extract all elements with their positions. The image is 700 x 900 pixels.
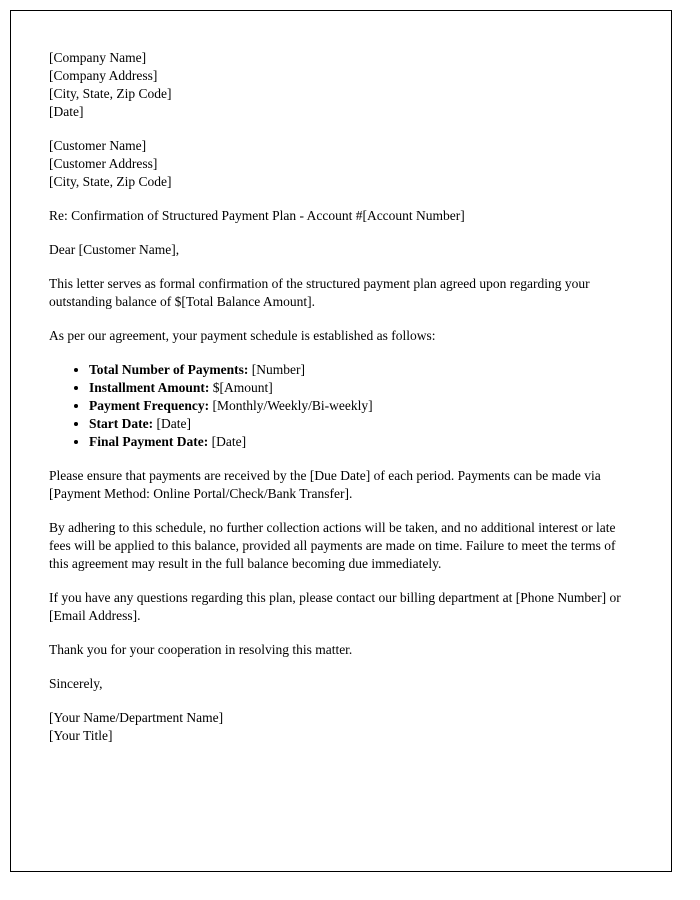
- salutation: Dear [Customer Name],: [49, 242, 180, 257]
- recipient-name: [Customer Name]: [49, 138, 147, 153]
- sender-city-state-zip: [City, State, Zip Code]: [49, 86, 172, 101]
- bullet-label: Installment Amount:: [89, 380, 210, 395]
- list-item-payment-frequency: [89, 397, 629, 415]
- list-item-total-payments: [89, 361, 629, 379]
- recipient-block: [49, 137, 629, 191]
- list-item-installment-amount: [89, 379, 629, 397]
- subject-line: Re: Confirmation of Structured Payment Plan - Account #[Account Number]: [49, 208, 465, 223]
- signature-title: [Your Title]: [49, 728, 113, 743]
- letter-date: [Date]: [49, 104, 84, 119]
- paragraph-terms: By adhering to this schedule, no further collection actions will be taken, and no additional interest or late fees will be applied to this balance, provided all payments are made on time. Failure to meet the terms of this agreement may result in the full balance becoming due immediately.: [49, 520, 616, 571]
- sender-company-address: [Company Address]: [49, 68, 158, 83]
- bullet-value: $[Amount]: [209, 380, 273, 395]
- paragraph-contact: If you have any questions regarding this plan, please contact our billing department at [Phone Number] or [Email Address].: [49, 590, 621, 623]
- closing: Sincerely,: [49, 676, 103, 691]
- paragraph-confirmation: This letter serves as formal confirmation of the structured payment plan agreed upon regarding your outstanding balance of $[Total Balance Amount].: [49, 276, 590, 309]
- list-item-final-payment-date: [89, 433, 629, 451]
- signature-name: [Your Name/Department Name]: [49, 710, 224, 725]
- recipient-city-state-zip: [City, State, Zip Code]: [49, 174, 172, 189]
- bullet-value: [Date]: [208, 434, 247, 449]
- list-item-start-date: [89, 415, 629, 433]
- bullet-label: Total Number of Payments:: [89, 362, 249, 377]
- signature-block: [49, 709, 629, 745]
- sender-block: [49, 49, 629, 121]
- bullet-value: [Number]: [248, 362, 305, 377]
- letter-page: [10, 10, 672, 872]
- bullet-value: [Monthly/Weekly/Bi-weekly]: [209, 398, 373, 413]
- bullet-label: Final Payment Date:: [89, 434, 209, 449]
- bullet-value: [Date]: [153, 416, 191, 431]
- bullet-label: Start Date:: [89, 416, 154, 431]
- bullet-label: Payment Frequency:: [89, 398, 210, 413]
- payment-schedule-list: [49, 361, 629, 451]
- paragraph-thanks: Thank you for your cooperation in resolving this matter.: [49, 642, 353, 657]
- sender-company-name: [Company Name]: [49, 50, 147, 65]
- paragraph-due-date: Please ensure that payments are received by the [Due Date] of each period. Payments can be made via [Payment Method: Online Portal/Check/Bank Transfer].: [49, 468, 601, 501]
- recipient-address: [Customer Address]: [49, 156, 158, 171]
- paragraph-schedule-intro: As per our agreement, your payment schedule is established as follows:: [49, 328, 436, 343]
